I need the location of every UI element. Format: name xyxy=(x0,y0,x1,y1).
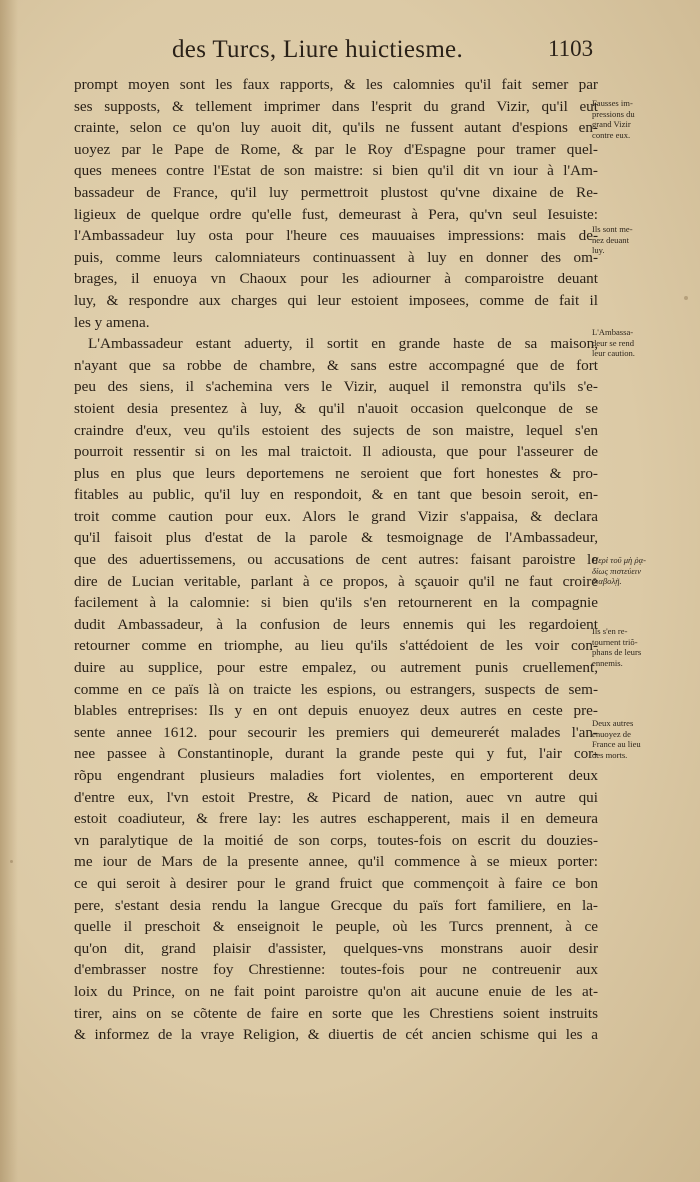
margin-note-line: nez deuant xyxy=(592,234,629,245)
text-line: retourner comme en triomphe, au lieu qu'ils s'attédoient de les voir con- xyxy=(74,637,598,655)
text-line: rõpu engendrant plusieurs maladies fort violentes, en emporterent deux xyxy=(74,767,598,784)
page-header xyxy=(0,36,700,70)
text-line: troit comme caution pour eux. Alors le grand Vizir s'appaisa, & declara xyxy=(74,507,598,525)
margin-note-retournent xyxy=(592,626,684,668)
paper-spot xyxy=(684,296,688,300)
text-line: pourroit ressentir si on les mal traictoit. Il adiousta, que pour l'asseurer de xyxy=(74,443,598,461)
text-line: facilement à la calomnie: si bien qu'ils s'en retournerent en la compagnie xyxy=(74,594,598,612)
text-line: blables entreprises: Ils y en ont depuis enuoyez deux autres en ceste pre- xyxy=(74,702,598,720)
text-line: d'entre eux, l'vn estoit Prestre, & Picard de nation, auec vn autre qui xyxy=(74,788,598,806)
text-line: uoyez par le Pape de Rome, & par le Roy d'Espagne pour tramer quel- xyxy=(74,140,598,158)
margin-note-line: grand Vizir xyxy=(592,119,631,129)
text-line: sente annee 1612. pour secourir les premiers qui demeurerét malades l'an- xyxy=(74,723,598,741)
margin-note-line: leur caution. xyxy=(592,348,635,358)
margin-note-deux-autres xyxy=(592,718,684,760)
text-line: ligieux de quelque ordre qu'elle fust, demeurast à Pera, qu'vn seul Iesuiste: xyxy=(74,205,598,223)
margin-note-line: Περὶ τοῦ μὴ ῥᾳ- xyxy=(592,555,646,565)
text-line: n'ayant que sa robbe de chambre, & sans estre accompagné que de fort xyxy=(74,356,598,374)
text-line: nee passee à Constantinople, durant la grande peste qui y fut, l'air cor- xyxy=(74,745,598,763)
text-line: luy, & respondre aux charges qui leur estoient imposees, comme de fait il xyxy=(74,291,598,309)
text-line: craindre d'eux, veu qu'ils estoient des sujects de son maistre, lequel s'en xyxy=(74,421,598,439)
paper-spot xyxy=(10,860,13,863)
margin-note-menez-deuant xyxy=(592,224,684,256)
text-line: prompt moyen sont les faux rapports, & les calomnies qu'il fait semer par xyxy=(74,76,598,93)
text-line: loix du Prince, on ne fait point paroistre qu'on ait aucune enuie de les at- xyxy=(74,982,598,1000)
text-line: plus en plus que leurs deportemens ne seroient que fort honestes & pro- xyxy=(74,464,598,482)
text-line: & informez de la vraye Religion, & diuertis de cét ancien schisme qui les a xyxy=(74,1026,598,1044)
margin-note-line: διαβολῇ. xyxy=(592,576,622,586)
text-line: ques menees contre l'Estat de son maistre: si bien qu'il dit vn iour à l'Am- xyxy=(74,162,598,180)
running-title: des Turcs, Liure huictiesme. xyxy=(172,36,464,63)
margin-note-line: ennemis. xyxy=(592,657,623,668)
margin-note-line: δίως πιστεύειν xyxy=(592,565,642,576)
text-line: l'Ambassadeur luy osta pour l'heure ces mauuaises impressions: mais de- xyxy=(74,227,598,245)
text-line: L'Ambassadeur estant aduerty, il sortit en grande haste de sa maison, xyxy=(88,335,598,353)
text-line: bassadeur de France, qu'il luy permettroit plustost qu'vne dixaine de Re- xyxy=(74,183,598,201)
text-line: peu des siens, il s'achemina vers le Vizir, auquel il remonstra qu'ils s'e- xyxy=(74,378,598,396)
text-line: les y amena. xyxy=(74,313,150,331)
text-line: brages, il enuoya vn Chaoux pour les adiourner à comparoistre deuant xyxy=(74,270,598,288)
page-number: 1103 xyxy=(548,36,594,61)
margin-note-line: enuoyez de xyxy=(592,728,631,739)
margin-note-line: luy. xyxy=(592,245,605,255)
margin-note-line: tournent triõ- xyxy=(592,636,638,647)
text-line: quelle il preschoit & enseignoit le peuple, où les Turcs prennent, à ce xyxy=(74,918,598,936)
text-line: me iour de Mars de la presente annee, qu'il commence à se mieux porter: xyxy=(74,853,598,871)
margin-note-line: Deux autres xyxy=(592,718,634,728)
margin-note-line: deur se rend xyxy=(592,337,634,348)
margin-note-line: Ils s'en re- xyxy=(592,626,628,636)
margin-note-line: contre eux. xyxy=(592,129,631,140)
margin-note-line: L'Ambassa- xyxy=(592,327,634,337)
margin-note-line: pressions du xyxy=(592,108,635,119)
text-line: que des aduertissemens, ou accusations de cent autres: faisant paroistre le xyxy=(74,551,598,569)
text-line: fitables au public, qu'il luy en respondoit, & en tant que besoin seroit, en- xyxy=(74,486,598,504)
margin-note-caution xyxy=(592,327,684,359)
text-line: duire au supplice, pour estre empalez, ou autrement punis cruellement, xyxy=(74,659,598,677)
body-text xyxy=(74,74,598,1046)
margin-note-line: phans de leurs xyxy=(592,647,642,657)
text-line: puis, comme leurs calomniateurs continuassent à luy en donner des om- xyxy=(74,248,598,266)
text-line: d'embrasser nostre foy Chrestienne: toutes-fois pour ne contreuenir aux xyxy=(74,961,598,979)
margin-note-line: Fausses im- xyxy=(592,98,633,108)
margin-note-line: France au lieu xyxy=(592,739,641,749)
text-line: dudit Ambassadeur, à la confusion de leurs ennemis qui les regardoient xyxy=(74,615,598,633)
text-line: pere, s'estant desia rendu la langue Grecque du païs fort familiere, en la- xyxy=(74,896,598,914)
text-line: stoient desia presentez à luy, & qu'il n'auoit occasion quelconque de se xyxy=(74,399,598,417)
text-line: qu'on dit, grand plaisir d'assister, quelques-vns monstrans auoir desir xyxy=(74,939,598,957)
text-line: ses supposts, & tellement imprimer dans l'esprit du grand Vizir, qu'il eut xyxy=(74,97,598,115)
margin-note-line: Ils sont me- xyxy=(592,224,633,234)
page-edge-shadow xyxy=(0,0,18,1182)
text-line: ce qui seroit à desirer pour le grand fruict que commençoit à faire ce bon xyxy=(74,874,598,892)
text-line: tirer, ains on se cõtente de faire en sorte que les Chrestiens soient instruits xyxy=(74,1004,598,1022)
margin-note-greek xyxy=(592,555,684,587)
text-line: qu'il faisoit plus d'estat de la parole & tesmoignage de l'Ambassadeur, xyxy=(74,529,598,547)
text-line: crainte, selon ce qu'on luy auoit dit, qu'ils ne fussent autant d'espions en- xyxy=(74,119,598,137)
text-line: comme en ce païs là on traicte les espions, ou estrangers, suspects de sem- xyxy=(74,680,598,698)
text-line: vn paralytique de la moitié de son corps, toutes-fois on escrit du douzies- xyxy=(74,831,598,849)
margin-note-fausses-impressions xyxy=(592,98,684,140)
margin-note-line: des morts. xyxy=(592,749,628,760)
text-line: dire de Lucian veritable, parlant à ce propos, à sçauoir qu'il ne faut croire xyxy=(74,572,598,590)
text-line: estoit coadiuteur, & frere lay: les autres eschapperent, mais il en demeura xyxy=(74,810,598,828)
